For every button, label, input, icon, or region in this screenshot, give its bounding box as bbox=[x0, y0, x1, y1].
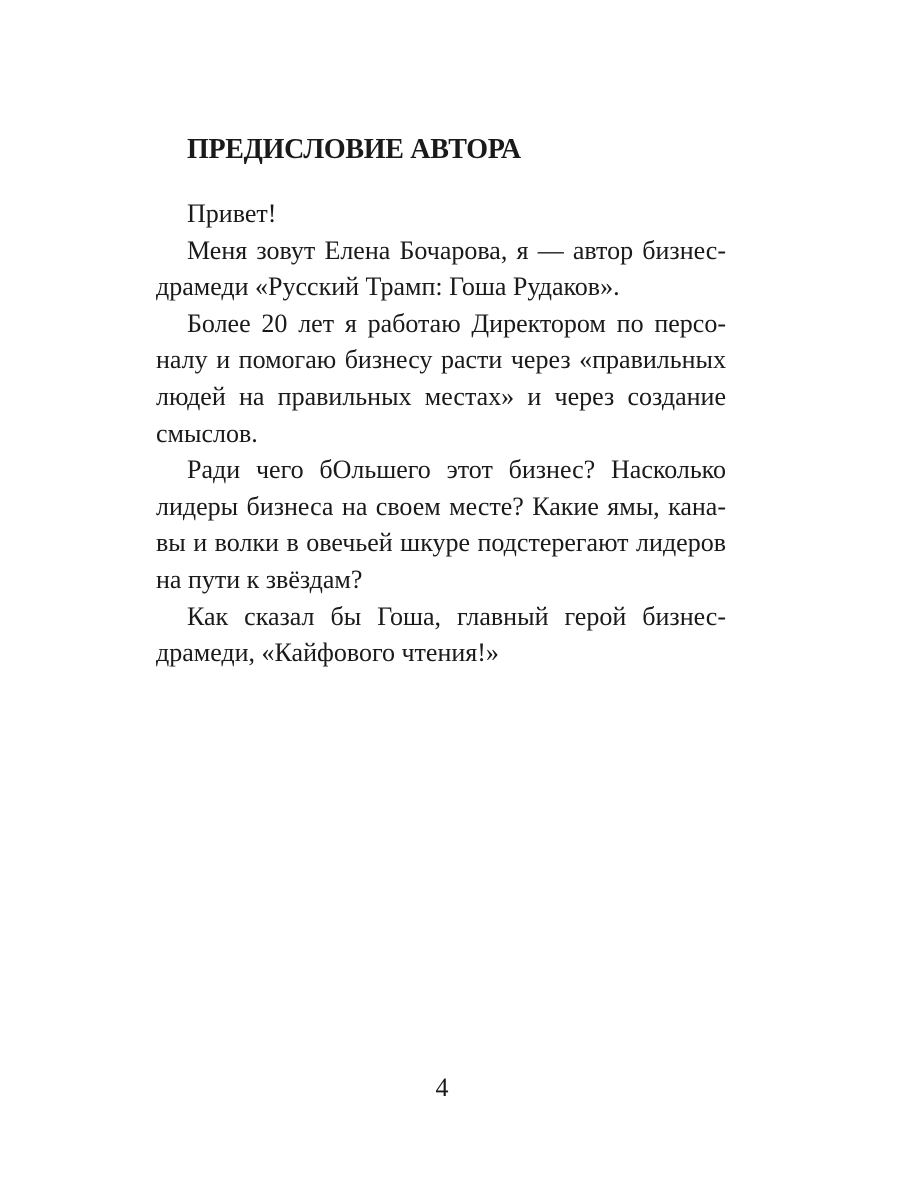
text-line: лидеры бизнеса на своем месте? Какие ямы, кана- bbox=[156, 491, 726, 521]
text-line: смыслов. bbox=[156, 418, 258, 448]
text-line: налу и помогаю бизнесу расти через «правильных bbox=[156, 345, 726, 375]
text-line: Более 20 лет я работаю Директором по персо- bbox=[187, 308, 726, 338]
text-line: драмеди, «Кайфового чтения!» bbox=[156, 638, 499, 668]
text-line: драмеди «Русский Трамп: Гоша Рудаков». bbox=[156, 272, 620, 302]
text-line: Привет! bbox=[187, 199, 277, 228]
text-line: Меня зовут Елена Бочарова, я — автор бизнес- bbox=[187, 235, 726, 265]
page-number: 4 bbox=[435, 1073, 449, 1102]
text-line: людей на правильных местах» и через создание bbox=[156, 381, 726, 411]
body-text bbox=[156, 196, 726, 672]
text-line: вы и волки в овечьей шкуре подстерегают лидеров bbox=[156, 528, 726, 558]
chapter-heading: ПРЕДИСЛОВИЕ АВТОРА bbox=[187, 134, 521, 165]
text-line: на пути к звёздам? bbox=[156, 564, 363, 594]
text-line: Как сказал бы Гоша, главный герой бизнес- bbox=[187, 601, 726, 631]
text-line: Ради чего бОльшего этот бизнес? Насколько bbox=[187, 455, 726, 485]
